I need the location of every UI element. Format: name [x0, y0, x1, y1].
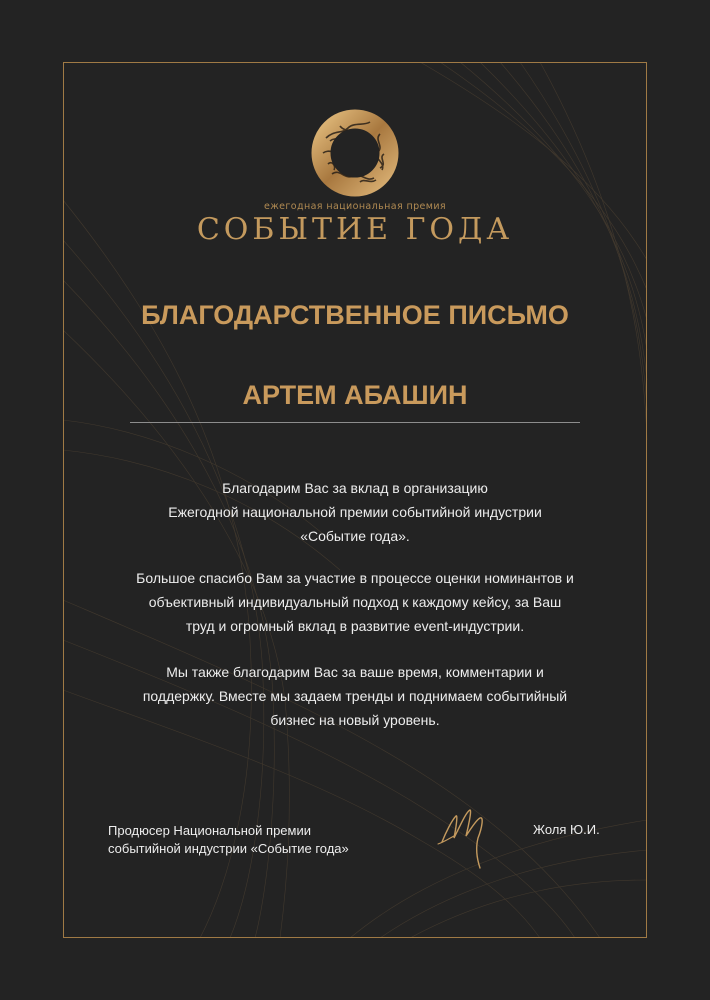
body-line: труд и огромный вклад в развитие event-индустрии.	[185, 618, 525, 634]
handwritten-signature-icon	[436, 798, 496, 870]
body-line: Большое спасибо Вам за участие в процессе оценки номинантов и	[136, 570, 574, 586]
body-line: Благодарим Вас за вклад в организацию	[222, 480, 488, 496]
award-brand-name: СОБЫТИЕ ГОДА	[196, 212, 514, 247]
gold-marbled-ring-logo-icon	[310, 108, 400, 198]
producer-title	[108, 822, 349, 858]
body-paragraph-2	[120, 566, 590, 638]
producer-line: событийной индустрии «Событие года»	[108, 841, 349, 856]
signer-name: Жоля Ю.И.	[533, 822, 600, 837]
body-paragraph-3	[120, 660, 590, 732]
body-line: «Событие года».	[300, 528, 410, 544]
body-line: объективный индивидуальный подход к каждому кейсу, за Ваш	[148, 594, 562, 610]
body-line: Ежегодной национальной премии событийной индустрии	[168, 504, 542, 520]
recipient-name: АРТЕМ АБАШИН	[242, 380, 468, 410]
body-paragraph-1	[120, 476, 590, 548]
document-title: БЛАГОДАРСТВЕННОЕ ПИСЬМО	[141, 300, 569, 330]
body-line: поддержку. Вместе мы задаем тренды и поднимаем событийный	[142, 688, 568, 704]
body-line: бизнес на новый уровень.	[270, 712, 440, 728]
body-line: Мы также благодарим Вас за ваше время, комментарии и	[166, 664, 544, 680]
name-underline	[130, 422, 580, 423]
award-tagline: ежегодная национальная премия	[263, 201, 447, 212]
producer-line: Продюсер Национальной премии	[108, 823, 311, 838]
